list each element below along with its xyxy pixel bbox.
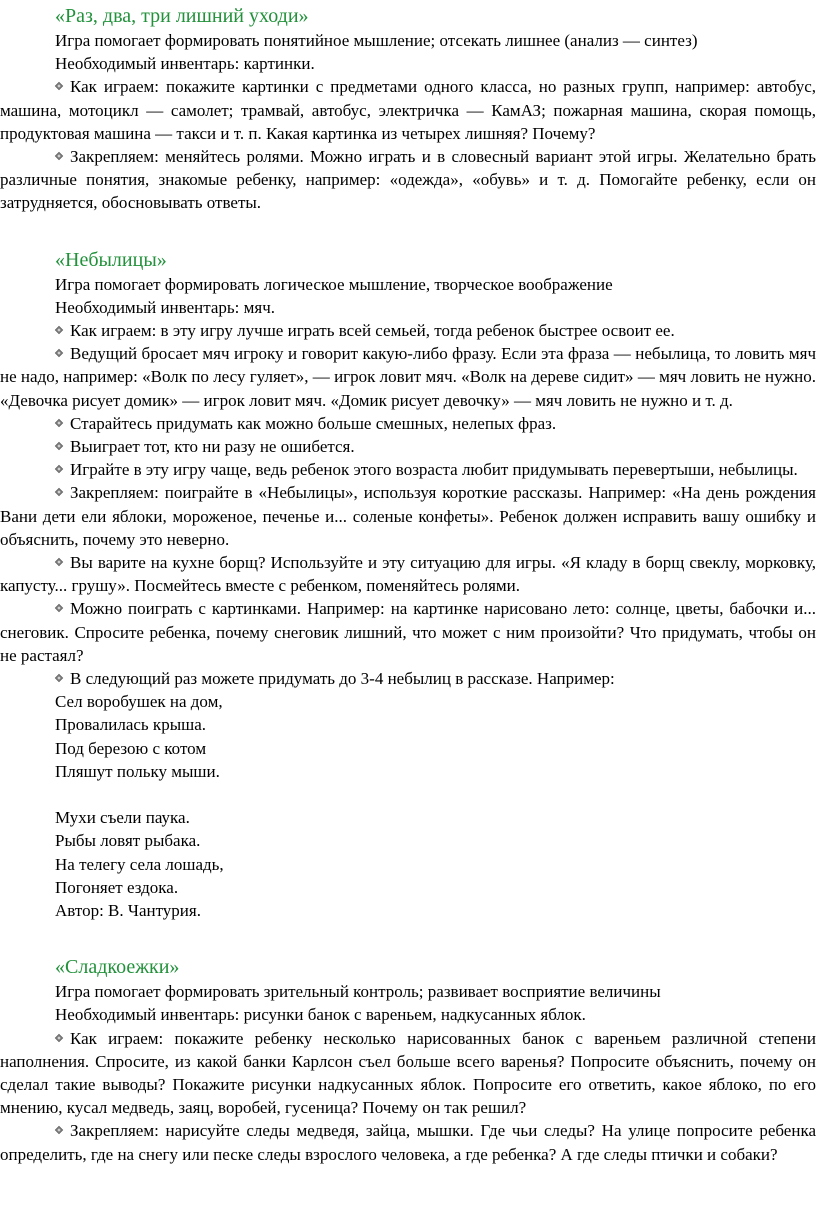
paragraph-text: В следующий раз можете придумать до 3-4 небылиц в рассказе. Например:: [70, 669, 615, 689]
paragraph-text: Выиграет тот, кто ни разу не ошибется.: [70, 437, 355, 457]
game-section-tall-tales: [0, 247, 816, 922]
section-paragraph: [0, 1119, 816, 1165]
section-title: «Раз, два, три лишний уходи»: [55, 5, 309, 27]
section-paragraph: [0, 667, 816, 690]
section-paragraph: [0, 597, 816, 667]
section-paragraph: [0, 319, 816, 342]
section-title: «Небылицы»: [55, 248, 167, 271]
diamond-bullet-icon: [55, 442, 65, 452]
diamond-bullet-icon: [55, 326, 65, 336]
poem-line: На телегу села лошадь,: [55, 854, 224, 874]
poem-line: Пляшут польку мыши.: [55, 761, 220, 781]
poem-line: Рыбы ловят рыбака.: [55, 831, 201, 851]
section-equipment: Необходимый инвентарь: картинки.: [55, 54, 315, 74]
section-paragraph: [0, 1027, 816, 1120]
section-equipment: Необходимый инвентарь: мяч.: [55, 297, 276, 317]
poem-line: Провалилась крыша.: [55, 715, 206, 735]
poem-line: Погоняет ездока.: [55, 877, 179, 897]
section-paragraph: [0, 435, 816, 458]
section-title: «Сладкоежки»: [55, 956, 180, 979]
diamond-bullet-icon: [55, 674, 65, 684]
paragraph-text: Играйте в эту игру чаще, ведь ребенок этого возраста любит придумывать перевертыши, небылицы.: [70, 460, 798, 480]
section-paragraph: [0, 412, 816, 435]
diamond-bullet-icon: [55, 82, 65, 92]
paragraph-text: Закрепляем: меняйтесь ролями. Можно играть и в словесный вариант этой игры. Желательно брать различные понятия, знакомые ребенку, например: «одежда», «обувь» и т. д. Помогайте ребенку, если он затрудняется, обосновывать ответы.: [0, 147, 816, 213]
section-equipment: Необходимый инвентарь: рисунки банок с вареньем, надкусанных яблок.: [55, 1005, 586, 1025]
diamond-bullet-icon: [55, 1034, 65, 1044]
paragraph-text: Вы варите на кухне борщ? Используйте и эту ситуацию для игры. «Я кладу в борщ свеклу, морковку, капусту... грушу». Посмейтесь вместе с ребенком, поменяйтесь ролями.: [0, 553, 816, 596]
diamond-bullet-icon: [55, 558, 65, 568]
section-paragraph: [0, 75, 816, 145]
poem-stanza-1: [0, 690, 816, 783]
section-paragraph: [0, 481, 816, 551]
paragraph-text: Как играем: в эту игру лучше играть всей семьей, тогда ребенок быстрее освоит ее.: [70, 321, 675, 341]
paragraph-text: Как играем: покажите ребенку несколько нарисованных банок с вареньем различной степени наполнения. Спросите, из какой банки Карлсон съел больше всего варенья? Попросите объяснить, почему он сделал такие выводы? Покажите рисунки надкусанных яблок. Попросите его ответить, какое яблоко, по его мнению, кусал медведь, заяц, воробей, гусеница? Почему он так решил?: [0, 1028, 816, 1118]
section-paragraph: [0, 551, 816, 597]
section-goal: Игра помогает формировать понятийное мышление; отсекать лишнее (анализ — синтез): [55, 31, 698, 50]
game-section-sweet-tooth: [0, 954, 816, 1166]
poem-line: Сел воробушек на дом,: [55, 692, 223, 712]
diamond-bullet-icon: [55, 1126, 65, 1136]
paragraph-text: Можно поиграть с картинками. Например: на картинке нарисовано лето: солнце, цветы, бабочки и... снеговик. Спросите ребенка, почему снеговик лишний, что может с ним произойти? Что придумать, чтобы он не растаял?: [0, 599, 816, 665]
diamond-bullet-icon: [55, 152, 65, 162]
diamond-bullet-icon: [55, 488, 65, 498]
section-paragraph: [0, 458, 816, 481]
paragraph-text: Старайтесь придумать как можно больше смешных, нелепых фраз.: [70, 413, 557, 433]
diamond-bullet-icon: [55, 349, 65, 359]
poem-line: Под березою с котом: [55, 738, 207, 758]
paragraph-text: Как играем: покажите картинки с предметами одного класса, но разных групп, например: автобус, машина, мотоцикл — самолет; трамвай, автобус, электричка — КамАЗ; пожарная машина, скорая помощь, продуктовая машина — такси и т. п. Какая картинка из четырех лишняя? Почему?: [0, 77, 816, 143]
section-paragraph: [0, 342, 816, 412]
diamond-bullet-icon: [55, 465, 65, 475]
paragraph-text: Ведущий бросает мяч игроку и говорит какую-либо фразу. Если эта фраза — небылица, то ловить мяч не надо, например: «Волк по лесу гуляет», — игрок ловит мяч. «Волк на дереве сидит» — мяч ловить не нужно. «Девочка рисует домик» — игрок ловит мяч. «Домик рисует девочку» — мяч ловить не нужно и т. д.: [0, 344, 816, 410]
paragraph-text: Закрепляем: поиграйте в «Небылицы», используя короткие рассказы. Например: «На день рождения Вани дети ели яблоки, мороженое, печенье и... соленые конфеты». Ребенок должен исправить вашу ошибку и объяснить, почему это неверно.: [0, 483, 816, 549]
poem-stanza-2: [0, 806, 816, 922]
section-goal: Игра помогает формировать зрительный контроль; развивает восприятие величины: [55, 982, 661, 1002]
diamond-bullet-icon: [55, 604, 65, 614]
poem-line: Мухи съели паука.: [55, 808, 190, 828]
diamond-bullet-icon: [55, 419, 65, 429]
game-section-odd-one-out: [0, 3, 816, 215]
poem-author: Автор: В. Чантурия.: [55, 900, 201, 920]
paragraph-text: Закрепляем: нарисуйте следы медведя, зайца, мышки. Где чьи следы? На улице попросите ребенка определить, где на снегу или песке следы взрослого человека, а где ребенка? А где следы птички и собаки?: [0, 1121, 816, 1164]
section-goal: Игра помогает формировать логическое мышление, творческое воображение: [55, 274, 613, 294]
section-paragraph: [0, 145, 816, 215]
